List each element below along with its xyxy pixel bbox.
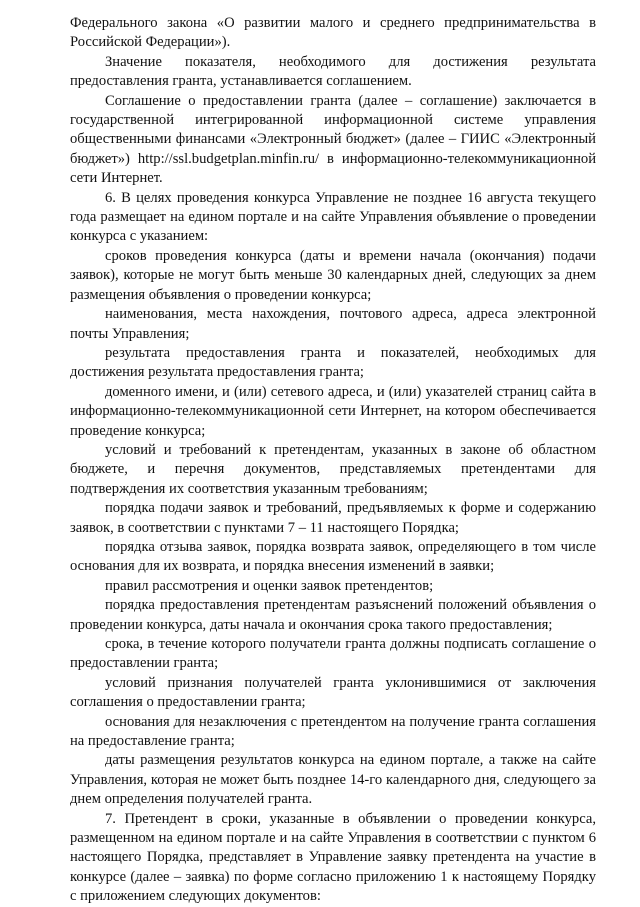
list-item: порядка предоставления претендентам разъяснений положений объявления о проведении конкурса, даты начала и окончания срока такого предоставления; (70, 597, 596, 633)
paragraph: Федерального закона «О развитии малого и среднего предпринимательства в Российской Федерации»). (70, 15, 596, 51)
paragraph: 7. Претендент в сроки, указанные в объявлении о проведении конкурса, размещенном на едином портале и на сайте Управления в соответствии с пунктом 6 настоящего Порядка, представляет в Управление заявку претендента на участие в конкурсе (далее – заявка) по форме согласно приложению 1 к настоящему Порядку с приложением следующих документов: (70, 810, 596, 905)
paragraph: 6. В целях проведения конкурса Управление не позднее 16 августа текущего года размещает на едином портале и на сайте Управления объявление о проведении конкурса с указанием: (70, 189, 596, 245)
list-item: условий признания получателей гранта уклонившимися от заключения соглашения о предоставлении гранта; (70, 674, 596, 711)
list-item: условий и требований к претендентам, указанных в законе об областном бюджете, и перечня документов, представляемых претендентами для подтверждения их соответствия указанным требованиям; (70, 441, 596, 497)
list-item: правил рассмотрения и оценки заявок претендентов; (105, 577, 434, 594)
list-item: срока, в течение которого получатели гранта должны подписать соглашение о предоставлении гранта; (70, 636, 596, 672)
list-item: даты размещения результатов конкурса на едином портале, а также на сайте Управления, которая не может быть позднее 14-го календарного дня, следующего за днем определения получателей гранта. (70, 752, 596, 808)
list-item: порядка отзыва заявок, порядка возврата заявок, определяющего в том числе основания для их возврата, и порядка внесения изменений в заявки; (70, 538, 596, 575)
list-item: сроков проведения конкурса (даты и времени начала (окончания) подачи заявок), которые не могут быть меньше 30 календарных дней, следующих за днем размещения объявления о проведении конкурса; (70, 247, 596, 303)
list-item: порядка подачи заявок и требований, предъявляемых к форме и содержанию заявок, в соответствии с пунктами 7 – 11 настоящего Порядка; (70, 500, 596, 536)
list-item: основания для незаключения с претендентом на получение гранта соглашения на предоставление гранта; (70, 713, 596, 750)
paragraph: Значение показателя, необходимого для достижения результата предоставления гранта, устанавливается соглашением. (70, 53, 596, 90)
list-item: результата предоставления гранта и показателей, необходимых для достижения результата предоставления гранта; (70, 344, 596, 381)
list-item: доменного имени, и (или) сетевого адреса, и (или) указателей страниц сайта в информационно-телекоммуникационной сети Интернет, на котором обеспечивается проведение конкурса; (70, 383, 596, 439)
paragraph: Соглашение о предоставлении гранта (далее – соглашение) заключается в государственной интегрированной информационной системе управления общественными финансами «Электронный бюджет» (далее – ГИИС «Электронный бюджет») http://ssl.budgetplan.minfin.ru/ в информационно-телекоммуникационной сети Интернет. (70, 92, 596, 187)
list-item: наименования, места нахождения, почтового адреса, адреса электронной почты Управления; (70, 306, 596, 342)
